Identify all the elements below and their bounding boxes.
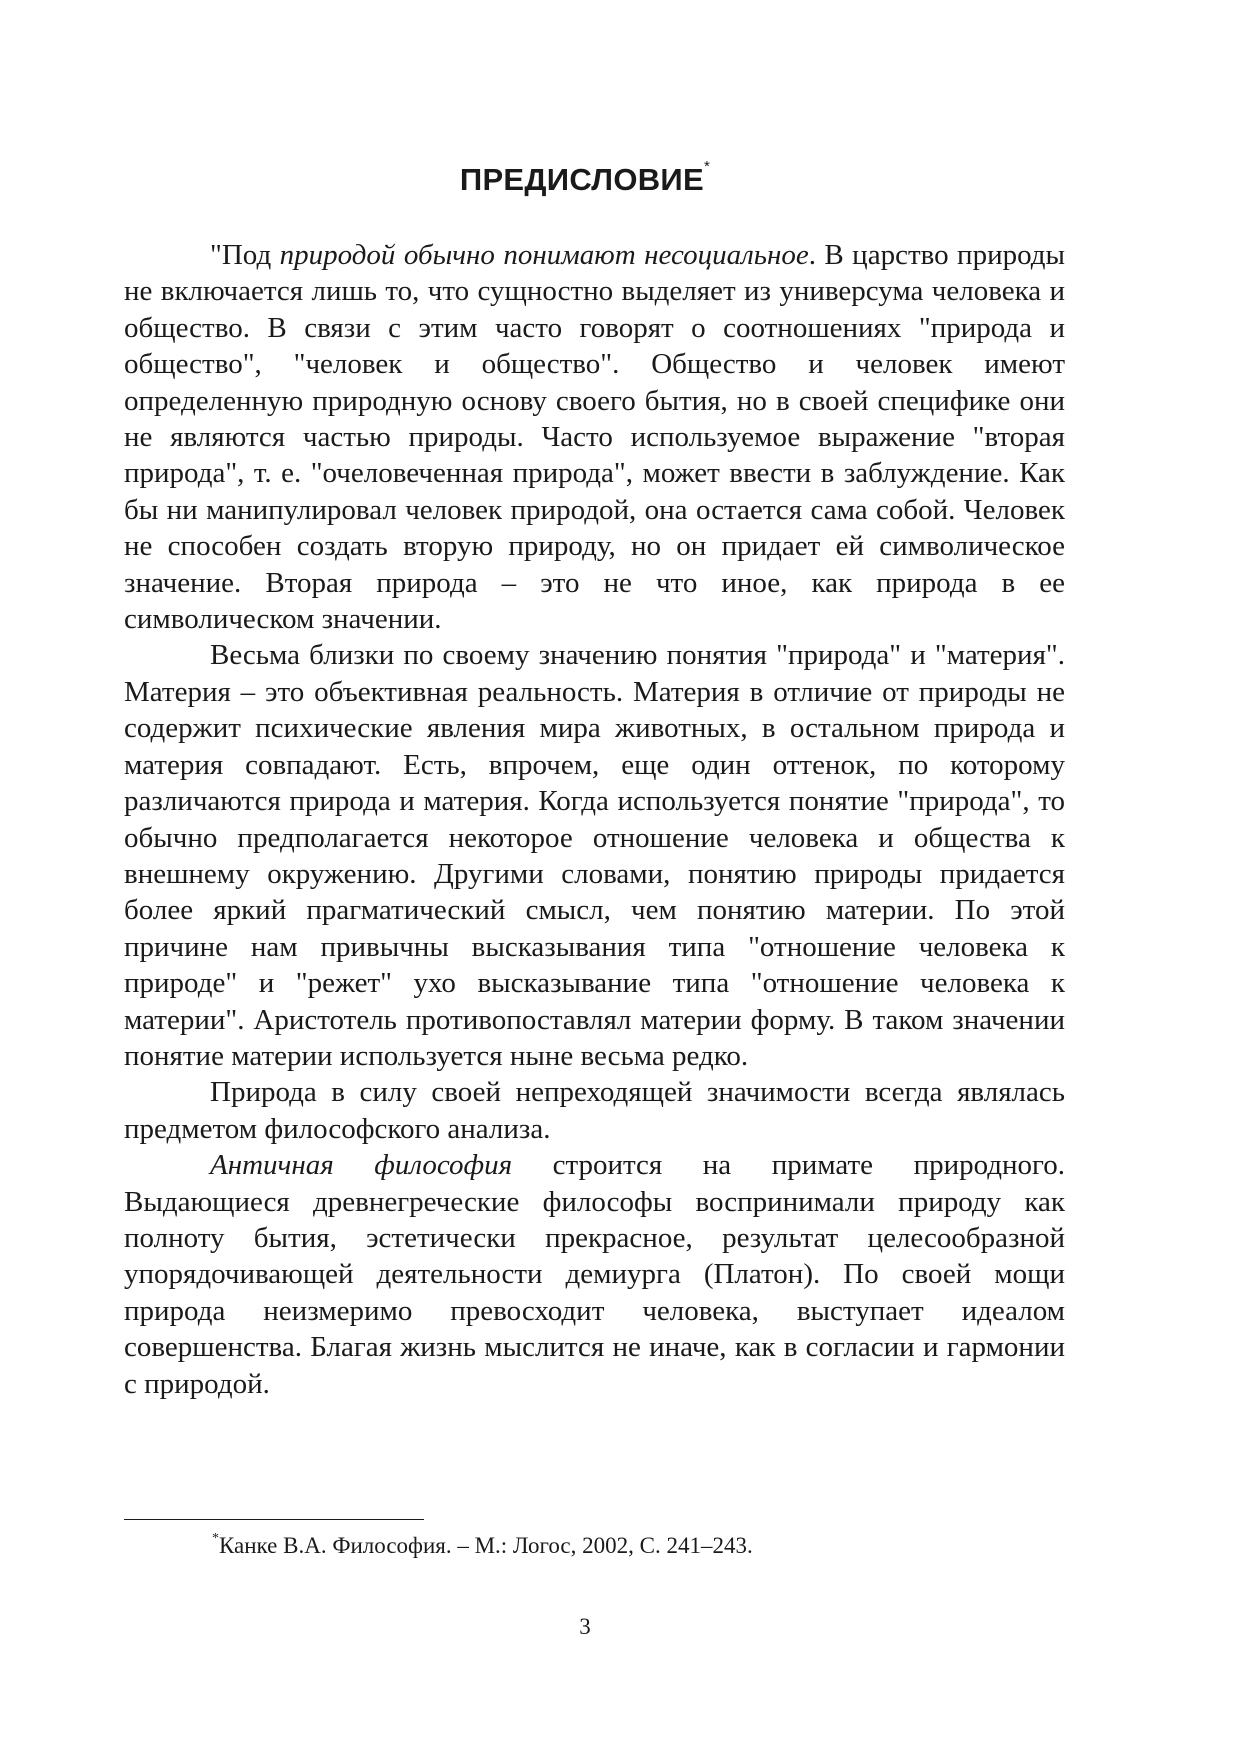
footnote-mark: * xyxy=(212,1531,219,1546)
paragraph-3 xyxy=(124,1074,1065,1147)
paragraph-4-italic: Античная философия xyxy=(210,1149,513,1182)
paragraph-1-rest: . В царство природы не включается лишь то, что сущностно выделяет из универсума человека и общество. В связи с этим часто говорят о соотношениях "природа и общество", "человек и общество". Общество и человек имеют определенную природную основу своего бытия, но в своей специфике они не являются частью природы. Часто используемое выражение "вторая природа", т. е. "очеловеченная природа", может ввести в заблуждение. Как бы ни манипулировал человек природой, она остается сама собой. Человек не способен создать вторую природу, но он придает ей символическое значение. Вторая природа – это не что иное, как природа в ее символическом значении. xyxy=(124,239,1065,636)
paragraph-4 xyxy=(124,1147,1065,1402)
page-number: 3 xyxy=(579,1614,591,1639)
paragraph-1-lead: "Под xyxy=(210,239,280,271)
title-text: ПРЕДИСЛОВИЕ xyxy=(459,162,704,197)
body-text xyxy=(124,237,1065,1402)
paragraph-1-italic: природой обычно понимают несоциальное xyxy=(279,239,809,271)
paragraph-1 xyxy=(124,237,1065,637)
footnote-text: Канке В.А. Философия. – М.: Логос, 2002, С. 241–243. xyxy=(219,1533,753,1558)
footnote-divider xyxy=(124,1519,424,1520)
paragraph-2-rest: Весьма близки по своему значению понятия "природа" и "материя". Материя – это объективная реальность. Материя в отличие от природы не содержит психические явления мира животных, в остальном природа и материя совпадают. Есть, впрочем, еще один оттенок, по которому различаются природа и материя. Когда используется понятие "природа", то обычно предполагается некоторое отношение человека и общества к внешнему окружению. Другими словами, понятию природы придается более яркий прагматический смысл, чем понятию материи. По этой причине нам привычны высказывания типа "отношение человека к природе" и "режет" ухо высказывание типа "отношение человека к материи". Аристотель противопоставлял материи форму. В таком значении понятие материи используется ныне весьма редко. xyxy=(124,639,1065,1072)
title-footnote-mark: * xyxy=(704,158,711,175)
paragraph-2 xyxy=(124,637,1065,1074)
paragraph-3-rest: Природа в силу своей непреходящей значимости всегда являлась предметом философского анализа. xyxy=(124,1076,1065,1145)
page-title xyxy=(0,158,1170,198)
paragraph-4-rest: строится на примате природного. Выдающиеся древнегреческие философы воспринимали природу как полноту бытия, эстетически прекрасное, результат целесообразной упорядочивающей деятельности демиурга (Платон). По своей мощи природа неизмеримо превосходит человека, выступает идеалом совершенства. Благая жизнь мыслится не иначе, как в согласии и гармонии с природой. xyxy=(124,1149,1065,1400)
footnote xyxy=(212,1533,753,1559)
